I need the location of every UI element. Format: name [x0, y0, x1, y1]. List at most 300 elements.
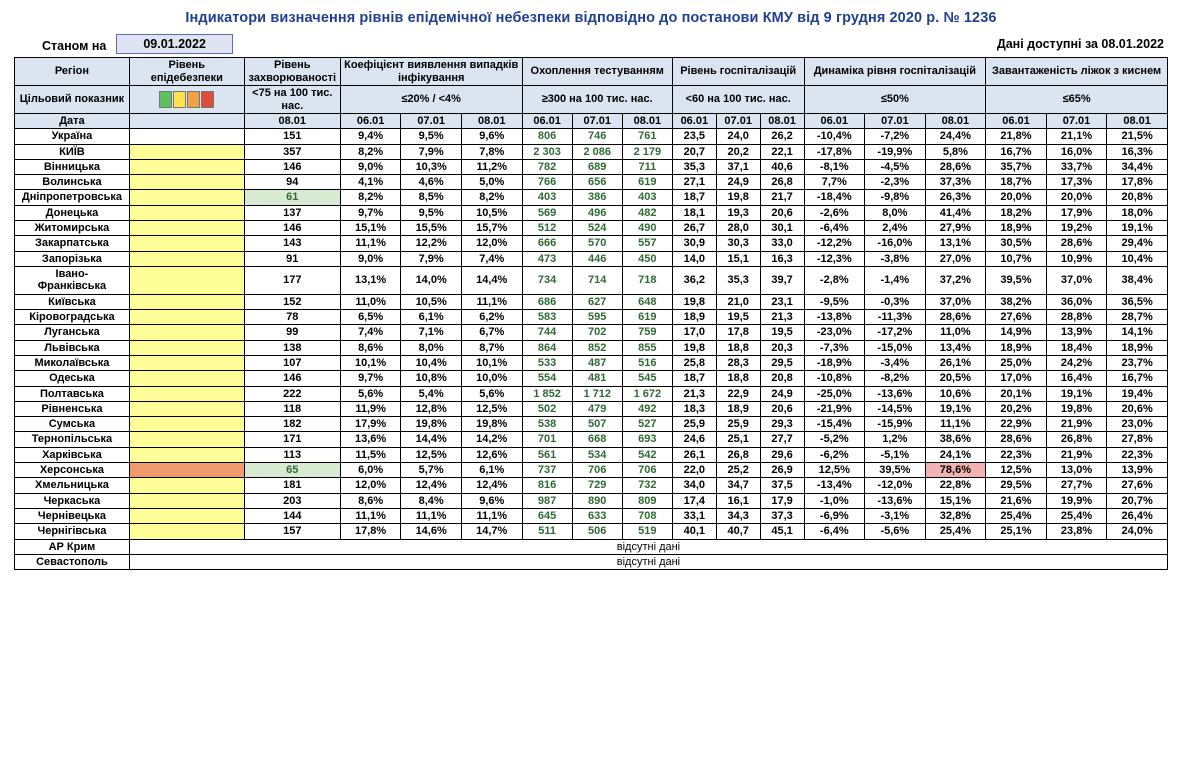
hospitalization-value: 16,1 [716, 493, 760, 508]
detection-value: 12,5% [461, 401, 522, 416]
hospitalization-value: 34,7 [716, 478, 760, 493]
beds-value: 21,5% [1107, 129, 1168, 144]
row-region-name: Вінницька [15, 159, 130, 174]
detection-value: 8,4% [401, 493, 462, 508]
beds-value: 38,4% [1107, 267, 1168, 295]
hospitalization-value: 17,9 [760, 493, 804, 508]
beds-value: 23,0% [1107, 417, 1168, 432]
testing-value: 542 [622, 447, 672, 462]
detection-value: 17,9% [340, 417, 401, 432]
beds-value: 13,0% [1046, 463, 1107, 478]
hospitalization-value: 28,3 [716, 355, 760, 370]
dynamics-value: -1,4% [865, 267, 926, 295]
beds-value: 20,0% [1046, 190, 1107, 205]
beds-value: 18,9% [986, 340, 1047, 355]
dynamics-value: -12,3% [804, 251, 865, 266]
testing-value: 506 [572, 524, 622, 539]
beds-value: 20,2% [986, 401, 1047, 416]
dynamics-value: -21,9% [804, 401, 865, 416]
hospitalization-value: 19,3 [716, 205, 760, 220]
row-region-name: Хмельницька [15, 478, 130, 493]
dynamics-value: 27,9% [925, 221, 986, 236]
detection-value: 14,2% [461, 432, 522, 447]
hospitalization-value: 37,3 [760, 509, 804, 524]
hospitalization-value: 20,6 [760, 401, 804, 416]
detection-value: 10,5% [461, 205, 522, 220]
dynamics-value: 37,3% [925, 175, 986, 190]
target-hospitalization: <60 на 100 тис. нас. [672, 86, 804, 114]
testing-value: 806 [522, 129, 572, 144]
detection-value: 12,6% [461, 447, 522, 462]
table-row [15, 478, 1168, 493]
incidence-value: 171 [244, 432, 340, 447]
detection-value: 15,1% [340, 221, 401, 236]
dynamics-value: -0,3% [865, 294, 926, 309]
dynamics-value: 22,8% [925, 478, 986, 493]
dynamics-value: -11,3% [865, 309, 926, 324]
testing-value: 519 [622, 524, 672, 539]
beds-value: 20,0% [986, 190, 1047, 205]
detection-value: 14,6% [401, 524, 462, 539]
legend-cell [129, 86, 244, 114]
date-detection-3: 08.01 [461, 113, 522, 128]
dynamics-value: 13,1% [925, 236, 986, 251]
testing-value: 561 [522, 447, 572, 462]
date-row-label: Дата [15, 113, 130, 128]
no-data-text: відсутні дані [129, 554, 1167, 569]
dynamics-value: 24,1% [925, 447, 986, 462]
testing-value: 2 303 [522, 144, 572, 159]
detection-value: 7,8% [461, 144, 522, 159]
hospitalization-value: 19,8 [672, 340, 716, 355]
colgroup-oxygen-beds: Завантаженість ліжок з киснем [986, 58, 1168, 86]
dynamics-value: -18,9% [804, 355, 865, 370]
epidemic-level-cell [129, 524, 244, 539]
dynamics-value: 24,4% [925, 129, 986, 144]
target-row-label: Цільовий показник [15, 86, 130, 114]
date-row [15, 113, 1168, 128]
hospitalization-value: 17,8 [716, 325, 760, 340]
detection-value: 8,2% [461, 190, 522, 205]
hospitalization-value: 34,0 [672, 478, 716, 493]
dynamics-value: -6,4% [804, 524, 865, 539]
detection-value: 12,2% [401, 236, 462, 251]
dynamics-value: 20,5% [925, 371, 986, 386]
dynamics-value: 26,3% [925, 190, 986, 205]
detection-value: 11,1% [401, 509, 462, 524]
dynamics-value: 41,4% [925, 205, 986, 220]
epidemic-level-cell [129, 251, 244, 266]
testing-value: 479 [572, 401, 622, 416]
detection-value: 13,1% [340, 267, 401, 295]
testing-value: 583 [522, 309, 572, 324]
testing-value: 648 [622, 294, 672, 309]
hospitalization-value: 14,0 [672, 251, 716, 266]
beds-value: 28,7% [1107, 309, 1168, 324]
date-testing-3: 08.01 [622, 113, 672, 128]
row-region-name: Тернопільська [15, 432, 130, 447]
row-region-name: Запорізька [15, 251, 130, 266]
testing-value: 702 [572, 325, 622, 340]
beds-value: 20,8% [1107, 190, 1168, 205]
testing-value: 737 [522, 463, 572, 478]
epidemic-level-cell [129, 236, 244, 251]
detection-value: 8,2% [340, 190, 401, 205]
epidemic-level-cell [129, 159, 244, 174]
dynamics-value: -6,2% [804, 447, 865, 462]
testing-value: 496 [572, 205, 622, 220]
hospitalization-value: 27,7 [760, 432, 804, 447]
hospitalization-value: 24,6 [672, 432, 716, 447]
beds-value: 21,6% [986, 493, 1047, 508]
epidemic-level-cell [129, 221, 244, 236]
dynamics-value: -7,2% [865, 129, 926, 144]
testing-value: 809 [622, 493, 672, 508]
beds-value: 18,4% [1046, 340, 1107, 355]
incidence-value: 107 [244, 355, 340, 370]
hospitalization-value: 30,9 [672, 236, 716, 251]
testing-value: 759 [622, 325, 672, 340]
hospitalization-value: 24,9 [716, 175, 760, 190]
hospitalization-value: 40,1 [672, 524, 716, 539]
hospitalization-value: 26,8 [760, 175, 804, 190]
hospitalization-value: 45,1 [760, 524, 804, 539]
testing-value: 490 [622, 221, 672, 236]
beds-value: 10,7% [986, 251, 1047, 266]
detection-value: 10,0% [461, 371, 522, 386]
beds-value: 29,5% [986, 478, 1047, 493]
testing-value: 718 [622, 267, 672, 295]
beds-value: 21,9% [1046, 417, 1107, 432]
incidence-value: 118 [244, 401, 340, 416]
beds-value: 26,8% [1046, 432, 1107, 447]
dynamics-value: -5,6% [865, 524, 926, 539]
table-row [15, 251, 1168, 266]
testing-value: 511 [522, 524, 572, 539]
epidemic-level-cell [129, 355, 244, 370]
table-row [15, 221, 1168, 236]
hospitalization-value: 19,8 [716, 190, 760, 205]
hospitalization-value: 33,1 [672, 509, 716, 524]
table-header [15, 58, 1168, 86]
dynamics-value: 8,0% [865, 205, 926, 220]
beds-value: 20,7% [1107, 493, 1168, 508]
detection-value: 6,0% [340, 463, 401, 478]
colgroup-hospitalization: Рівень госпіталізацій [672, 58, 804, 86]
detection-value: 8,6% [340, 340, 401, 355]
testing-value: 386 [572, 190, 622, 205]
incidence-value: 137 [244, 205, 340, 220]
beds-value: 18,9% [986, 221, 1047, 236]
testing-value: 481 [572, 371, 622, 386]
table-row [15, 144, 1168, 159]
hospitalization-value: 24,9 [760, 386, 804, 401]
detection-value: 9,5% [401, 129, 462, 144]
beds-value: 21,1% [1046, 129, 1107, 144]
testing-value: 1 672 [622, 386, 672, 401]
dynamics-value: 25,4% [925, 524, 986, 539]
testing-value: 633 [572, 509, 622, 524]
beds-value: 20,6% [1107, 401, 1168, 416]
legend-swatch-green [159, 91, 172, 108]
colgroup-hosp-dynamics: Динаміка рівня госпіталізацій [804, 58, 986, 86]
detection-value: 14,4% [401, 432, 462, 447]
hospitalization-value: 37,1 [716, 159, 760, 174]
beds-value: 16,7% [1107, 371, 1168, 386]
epidemic-level-cell [129, 509, 244, 524]
dynamics-value: -14,5% [865, 401, 926, 416]
dynamics-value: 39,5% [865, 463, 926, 478]
dynamics-value: 38,6% [925, 432, 986, 447]
detection-value: 9,0% [340, 251, 401, 266]
row-region-name: Сумська [15, 417, 130, 432]
table-row [15, 325, 1168, 340]
detection-value: 9,6% [461, 129, 522, 144]
incidence-value: 182 [244, 417, 340, 432]
beds-value: 19,1% [1046, 386, 1107, 401]
date-beds-1: 06.01 [986, 113, 1047, 128]
dynamics-value: -13,6% [865, 386, 926, 401]
table-row [15, 267, 1168, 295]
page-title: Індикатори визначення рівнів епідемічної небезпеки відповідно до постанови КМУ від 9 грудня 2020 р. № 1236 [185, 10, 997, 26]
detection-value: 7,9% [401, 251, 462, 266]
row-region-name: Севастополь [15, 554, 130, 569]
testing-value: 686 [522, 294, 572, 309]
epidemic-level-cell [129, 463, 244, 478]
testing-value: 761 [622, 129, 672, 144]
hospitalization-value: 29,5 [760, 355, 804, 370]
beds-value: 22,9% [986, 417, 1047, 432]
col-region: Регіон [15, 58, 130, 86]
testing-value: 852 [572, 340, 622, 355]
epidemic-level-cell [129, 205, 244, 220]
dynamics-value: -3,8% [865, 251, 926, 266]
beds-value: 21,8% [986, 129, 1047, 144]
detection-value: 11,1% [340, 509, 401, 524]
legend-swatch-orange [187, 91, 200, 108]
testing-value: 619 [622, 175, 672, 190]
beds-value: 25,0% [986, 355, 1047, 370]
detection-value: 15,5% [401, 221, 462, 236]
testing-value: 403 [622, 190, 672, 205]
incidence-value: 143 [244, 236, 340, 251]
testing-value: 732 [622, 478, 672, 493]
incidence-value: 78 [244, 309, 340, 324]
target-testing: ≥300 на 100 тис. нас. [522, 86, 672, 114]
beds-value: 14,9% [986, 325, 1047, 340]
hospitalization-value: 24,0 [716, 129, 760, 144]
detection-value: 11,1% [340, 236, 401, 251]
date-dyn-2: 07.01 [865, 113, 926, 128]
beds-value: 19,1% [1107, 221, 1168, 236]
incidence-value: 181 [244, 478, 340, 493]
table-row [15, 129, 1168, 144]
incidence-value: 152 [244, 294, 340, 309]
beds-value: 20,1% [986, 386, 1047, 401]
beds-value: 37,0% [1046, 267, 1107, 295]
beds-value: 17,8% [1107, 175, 1168, 190]
detection-value: 5,6% [340, 386, 401, 401]
hospitalization-value: 21,0 [716, 294, 760, 309]
beds-value: 16,4% [1046, 371, 1107, 386]
beds-value: 16,7% [986, 144, 1047, 159]
hospitalization-value: 20,8 [760, 371, 804, 386]
dynamics-value: -18,4% [804, 190, 865, 205]
hospitalization-value: 30,1 [760, 221, 804, 236]
hospitalization-value: 39,7 [760, 267, 804, 295]
testing-value: 693 [622, 432, 672, 447]
detection-value: 8,0% [401, 340, 462, 355]
dynamics-value: -13,8% [804, 309, 865, 324]
target-incidence: <75 на 100 тис. нас. [244, 86, 340, 114]
testing-value: 729 [572, 478, 622, 493]
detection-value: 7,1% [401, 325, 462, 340]
as-of-date: 09.01.2022 [116, 34, 233, 54]
detection-value: 8,2% [340, 144, 401, 159]
dynamics-value: 32,8% [925, 509, 986, 524]
dynamics-value: -4,5% [865, 159, 926, 174]
dynamics-value: 15,1% [925, 493, 986, 508]
hospitalization-value: 25,2 [716, 463, 760, 478]
dynamics-value: 27,0% [925, 251, 986, 266]
beds-value: 28,6% [986, 432, 1047, 447]
beds-value: 25,4% [986, 509, 1047, 524]
detection-value: 9,7% [340, 205, 401, 220]
beds-value: 30,5% [986, 236, 1047, 251]
date-detection-1: 06.01 [340, 113, 401, 128]
testing-value: 512 [522, 221, 572, 236]
date-hosp-1: 06.01 [672, 113, 716, 128]
testing-value: 689 [572, 159, 622, 174]
row-region-name: Чернівецька [15, 509, 130, 524]
testing-value: 706 [572, 463, 622, 478]
colgroup-epidemic-level: Рівень епідебезпеки [129, 58, 244, 86]
hospitalization-value: 40,7 [716, 524, 760, 539]
row-region-name: Черкаська [15, 493, 130, 508]
beds-value: 19,4% [1107, 386, 1168, 401]
row-region-name: Закарпатська [15, 236, 130, 251]
table-row [15, 294, 1168, 309]
testing-value: 516 [622, 355, 672, 370]
date-detection-2: 07.01 [401, 113, 462, 128]
testing-value: 619 [622, 309, 672, 324]
hospitalization-value: 23,1 [760, 294, 804, 309]
dynamics-value: 28,6% [925, 159, 986, 174]
epidemic-level-cell [129, 401, 244, 416]
target-beds: ≤65% [986, 86, 1168, 114]
epidemic-level-cell [129, 175, 244, 190]
testing-value: 766 [522, 175, 572, 190]
date-testing-1: 06.01 [522, 113, 572, 128]
beds-value: 16,0% [1046, 144, 1107, 159]
hospitalization-value: 26,7 [672, 221, 716, 236]
beds-value: 17,3% [1046, 175, 1107, 190]
colgroup-incidence: Рівень захворюваності [244, 58, 340, 86]
beds-value: 19,2% [1046, 221, 1107, 236]
hospitalization-value: 18,8 [716, 340, 760, 355]
hospitalization-value: 30,3 [716, 236, 760, 251]
testing-value: 666 [522, 236, 572, 251]
status-bar [14, 34, 1168, 57]
detection-value: 19,8% [401, 417, 462, 432]
incidence-value: 61 [244, 190, 340, 205]
detection-value: 10,3% [401, 159, 462, 174]
dynamics-value: -8,2% [865, 371, 926, 386]
dynamics-value: -8,1% [804, 159, 865, 174]
testing-value: 492 [622, 401, 672, 416]
detection-value: 4,1% [340, 175, 401, 190]
beds-value: 10,9% [1046, 251, 1107, 266]
hospitalization-value: 18,1 [672, 205, 716, 220]
hospitalization-value: 19,5 [716, 309, 760, 324]
row-region-name: Полтавська [15, 386, 130, 401]
row-region-name: Одеська [15, 371, 130, 386]
date-hosp-2: 07.01 [716, 113, 760, 128]
hospitalization-value: 26,2 [760, 129, 804, 144]
dynamics-value: -19,9% [865, 144, 926, 159]
testing-value: 668 [572, 432, 622, 447]
detection-value: 12,0% [461, 236, 522, 251]
beds-value: 23,7% [1107, 355, 1168, 370]
detection-value: 9,6% [461, 493, 522, 508]
incidence-value: 91 [244, 251, 340, 266]
dynamics-value: 28,6% [925, 309, 986, 324]
row-region-name: Донецька [15, 205, 130, 220]
beds-value: 17,9% [1046, 205, 1107, 220]
table-row [15, 386, 1168, 401]
row-region-name: Житомирська [15, 221, 130, 236]
row-region-name: Волинська [15, 175, 130, 190]
detection-value: 5,7% [401, 463, 462, 478]
detection-value: 11,1% [461, 509, 522, 524]
incidence-value: 203 [244, 493, 340, 508]
table-row [15, 432, 1168, 447]
date-beds-2: 07.01 [1046, 113, 1107, 128]
incidence-value: 151 [244, 129, 340, 144]
detection-value: 14,4% [461, 267, 522, 295]
detection-value: 17,8% [340, 524, 401, 539]
incidence-value: 99 [244, 325, 340, 340]
epidemic-level-cell [129, 386, 244, 401]
testing-value: 524 [572, 221, 622, 236]
dynamics-value: 11,1% [925, 417, 986, 432]
beds-value: 14,1% [1107, 325, 1168, 340]
detection-value: 10,8% [401, 371, 462, 386]
hospitalization-value: 22,1 [760, 144, 804, 159]
hospitalization-value: 20,3 [760, 340, 804, 355]
dynamics-value: 26,1% [925, 355, 986, 370]
target-dynamics: ≤50% [804, 86, 986, 114]
detection-value: 7,9% [401, 144, 462, 159]
table-row-no-data [15, 554, 1168, 569]
epidemic-level-cell [129, 190, 244, 205]
incidence-value: 357 [244, 144, 340, 159]
detection-value: 8,5% [401, 190, 462, 205]
dynamics-value: -23,0% [804, 325, 865, 340]
dynamics-value: 11,0% [925, 325, 986, 340]
row-region-name: Дніпропетровська [15, 190, 130, 205]
epidemic-level-cell [129, 371, 244, 386]
beds-value: 19,8% [1046, 401, 1107, 416]
detection-value: 15,7% [461, 221, 522, 236]
beds-value: 13,9% [1046, 325, 1107, 340]
table-row [15, 524, 1168, 539]
row-region-name: Рівненська [15, 401, 130, 416]
date-beds-3: 08.01 [1107, 113, 1168, 128]
epidemic-level-cell [129, 417, 244, 432]
beds-value: 18,9% [1107, 340, 1168, 355]
detection-value: 11,2% [461, 159, 522, 174]
